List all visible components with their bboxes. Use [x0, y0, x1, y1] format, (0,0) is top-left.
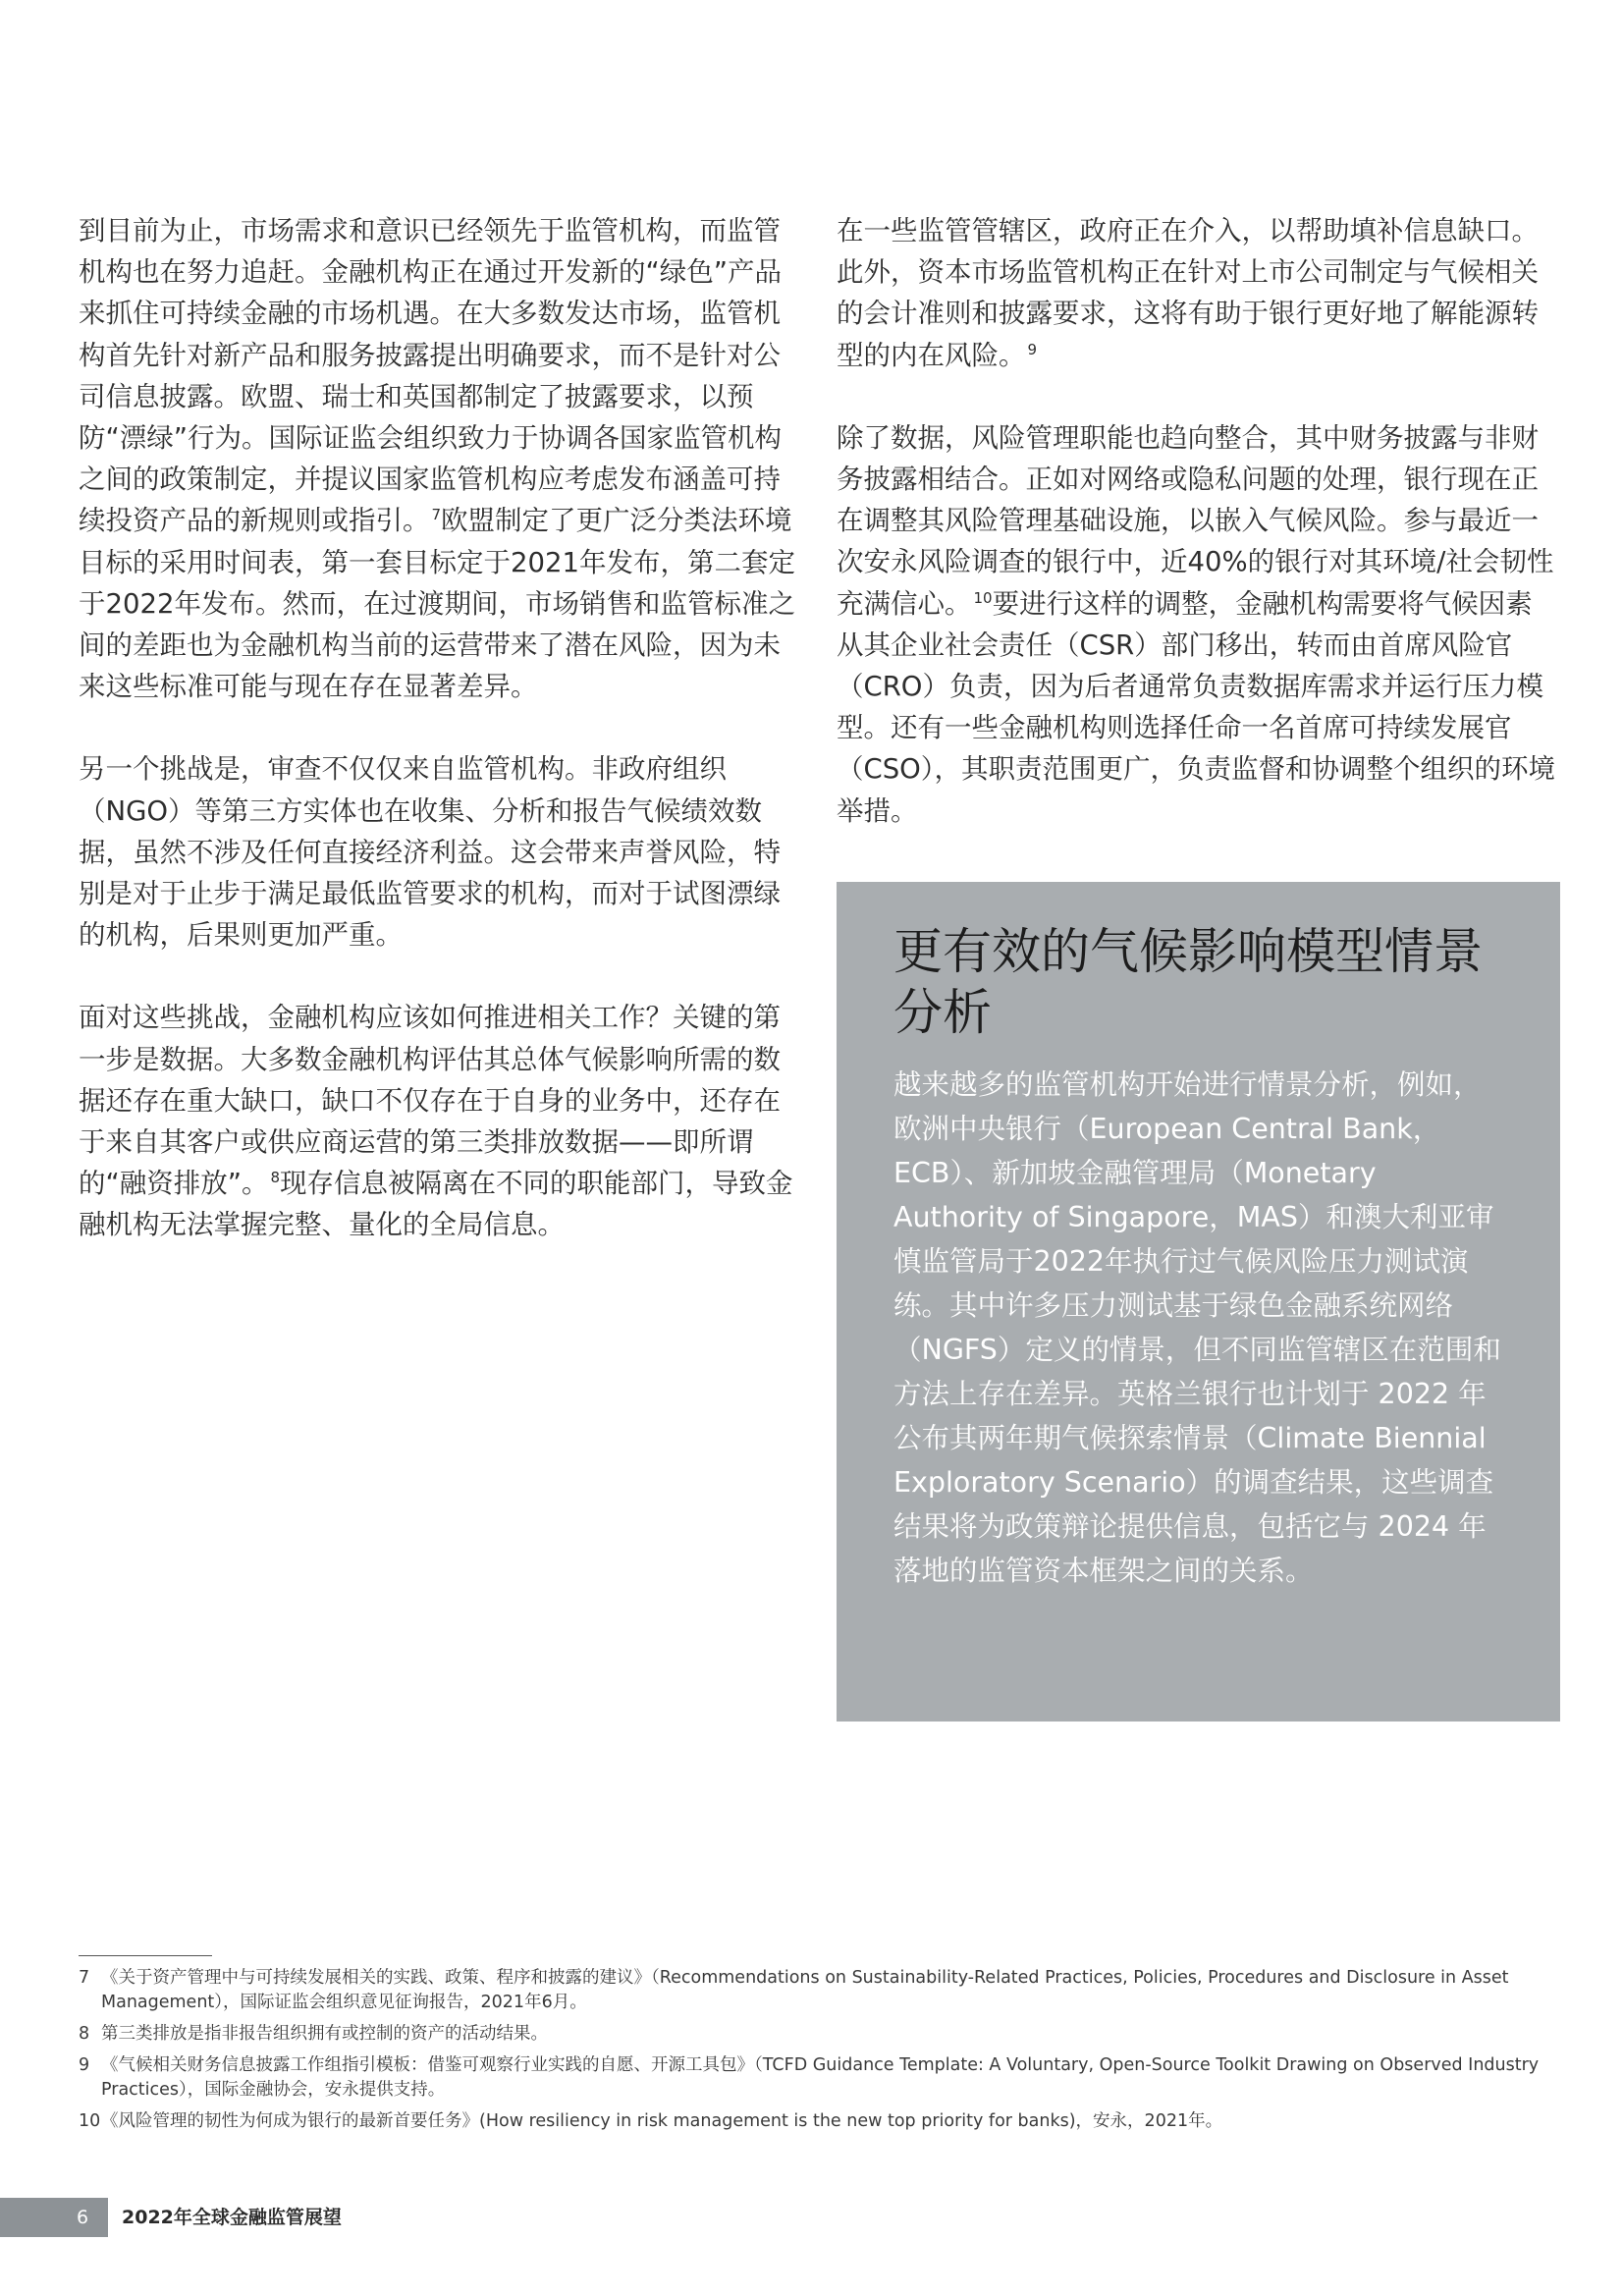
page-footer — [0, 2198, 1623, 2237]
footnote-ref-9[interactable]: 9 — [1027, 340, 1038, 358]
footnote — [79, 1966, 1561, 2015]
scenario-analysis-callout — [837, 882, 1560, 1722]
callout-body: 越来越多的监管机构开始进行情景分析，例如，欧洲中央银行（European Central Bank，ECB）、新加坡金融管理局（Monetary Authority of Singapore，MAS）和澳大利亚审慎监管局于2022年执行过气候风险压力测试演练。其中许多压力测试基于绿色金融系统网络（NGFS）定义的情景，但不同监管辖区在范围和方法上存在差异。英格兰银行也计划于 2022 年公布其两年期气候探索情景（Climate Biennial Exploratory Scenario）的调查结果，这些调查结果将为政策辩论提供信息，包括它与 2024 年落地的监管资本框架之间的关系。 — [893, 1068, 1501, 1587]
footnote-text: 《风险管理的韧性为何成为银行的最新首要任务》(How resiliency in risk management is the new top priority for banks)，安永，2021年。 — [101, 2111, 1223, 2131]
footnote-ref-10[interactable]: 10 — [973, 588, 993, 607]
footnote-text: 第三类排放是指非报告组织拥有或控制的资产的活动结果。 — [101, 2024, 548, 2044]
footnote-ref-8[interactable]: 8 — [270, 1169, 281, 1187]
footnote-text: 《气候相关财务信息披露工作组指引模板：借鉴可观察行业实践的自愿、开源工具包》（TCFD Guidance Template: A Voluntary, Open-Source Toolkit Drawing on Observed Industry Practices），国际金融协会，安永提供支持。 — [101, 2055, 1540, 2100]
paragraph: 面对这些挑战，金融机构应该如何推进相关工作？关键的第一步是数据。大多数金融机构评估其总体气候影响所需的数据还存在重大缺口，缺口不仅存在于自身的业务中，还存在于来自其客户或供应商运营的第三类排放数据——即所谓的“融资排放”。 $^8$现存信息被隔离在不同的职能部门，导致金融机构无法掌握完整、量化的全局信息。 — [79, 1002, 793, 1241]
footnote-number: 8 — [79, 2024, 90, 2044]
footnote-number: 10 — [79, 2111, 101, 2131]
footnote — [79, 2022, 1561, 2047]
paragraph: 在一些监管管辖区，政府正在介入，以帮助填补信息缺口。此外，资本市场监管机构正在针对上市公司制定与气候相关的会计准则和披露要求，这将有助于银行更好地了解能源转型的内在风险。 $^9$ — [837, 215, 1539, 371]
footnote-ref-7[interactable]: 7 — [431, 506, 442, 524]
footnote — [79, 2109, 1561, 2134]
footnote-text: 《关于资产管理中与可持续发展相关的实践、政策、程序和披露的建议》（Recommendations on Sustainability-Related Practices, Policies, Procedures and Disclosure in Asset Management），国际证监会组织意见征询报告，2021年6月。 — [101, 1968, 1509, 2012]
page-number: 6 — [77, 2207, 89, 2228]
footnote-number: 7 — [79, 1968, 90, 1988]
page-number-tab — [0, 2198, 108, 2237]
right-column — [837, 210, 1558, 873]
paragraph: 另一个挑战是，审查不仅仅来自监管机构。非政府组织（NGO）等第三方实体也在收集、分析和报告气候绩效数据，虽然不涉及任何直接经济利益。这会带来声誉风险，特别是对于止步于满足最低监管要求的机构，而对于试图漂绿的机构，后果则更加严重。 — [79, 753, 781, 952]
paragraph: 除了数据，风险管理职能也趋向整合，其中财务披露与非财务披露相结合。正如对网络或隐私问题的处理，银行现在正在调整其风险管理基础设施，以嵌入气候风险。参与最近一次安永风险调查的银行中，近40%的银行对其环境/社会韧性充满信心。 $^{10}$要进行这样的调整，金融机构需要将气候因素从其企业社会责任（CSR）部门移出，转而由首席风险官（CRO）负责，因为后者通常负责数据库需求并运行压力模型。还有一些金融机构则选择任命一名首席可持续发展官（CSO），其职责范围更广，负责监督和协调整个组织的环境举措。 — [837, 421, 1556, 827]
footnote-number: 9 — [79, 2055, 90, 2075]
paragraph: 到目前为止，市场需求和意识已经领先于监管机构，而监管机构也在努力追赶。金融机构正在通过开发新的“绿色”产品来抓住可持续金融的市场机遇。在大多数发达市场，监管机构首先针对新产品和服务披露提出明确要求，而不是针对公司信息披露。欧盟、瑞士和英国都制定了披露要求，以预防“漂绿”行为。国际证监会组织致力于协调各国家监管机构之间的政策制定，并提议国家监管机构应考虑发布涵盖可持续投资产品的新规则或指引。 $^7$欧盟制定了更广泛分类法环境目标的采用时间表，第一套目标定于2021年发布，第二套定于2022年发布。然而，在过渡期间，市场销售和监管标准之间的差距也为金融机构当前的运营带来了潜在风险，因为未来这些标准可能与现在存在显著差异。 — [79, 215, 795, 703]
footnote — [79, 2053, 1561, 2103]
callout-title: 更有效的气候影响模型情景分析 — [893, 923, 1483, 1041]
footnote-divider — [79, 1955, 212, 1956]
footnotes — [79, 1966, 1561, 2141]
publication-title: 2022年全球金融监管展望 — [122, 2207, 342, 2228]
left-column — [79, 210, 800, 1287]
